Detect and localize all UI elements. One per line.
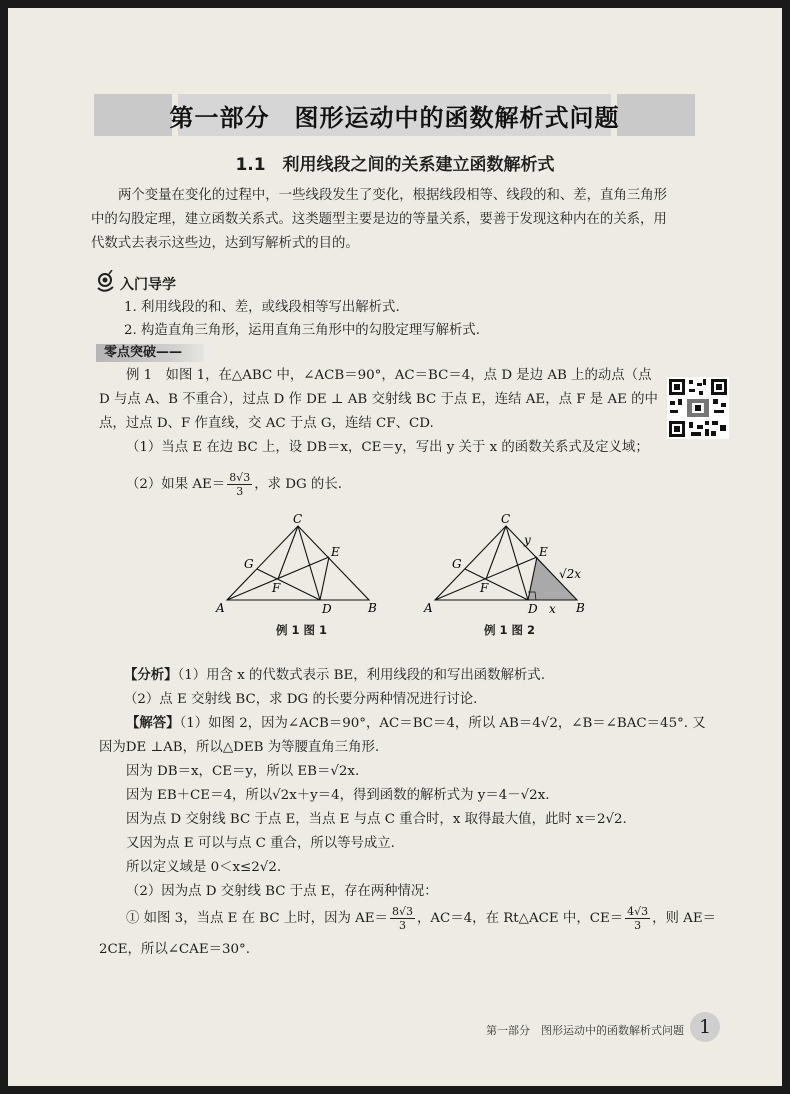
guide-item: 1. 利用线段的和、差，或线段相等写出解析式. — [124, 300, 400, 315]
label-a: A — [424, 601, 433, 615]
label-c: C — [293, 512, 303, 526]
solution-line: 因为DE ⊥AB，所以△DEB 为等腰直角三角形. — [99, 740, 380, 755]
section-title: 1.1 利用线段之间的关系建立函数解析式 — [235, 155, 555, 175]
guide-heading-text: 入门导学 — [120, 277, 176, 293]
analysis-block — [124, 664, 545, 712]
segment-de — [320, 557, 329, 600]
intro-line: 中的勾股定理，建立函数关系式。这类题型主要是边的等量关系，要善于发现这种内在的关系，用 — [91, 212, 667, 227]
label-f: F — [480, 581, 489, 595]
solution-case-1: ① 如图 3，当点 E 在 BC 上时，因为 AE＝ $\frac{8√3}{3}$ ，AC＝4，在 Rt△ACE 中，CE＝ $\frac{4√3}{3}$ ，则 AE＝ — [126, 905, 717, 932]
fraction: $\frac{8√3}{3}$ — [391, 905, 413, 932]
label-b: B — [368, 601, 377, 615]
example-text — [99, 364, 658, 460]
chapter-title: 第一部分 图形运动中的函数解析式问题 — [169, 103, 620, 132]
label-e: E — [331, 545, 340, 559]
solution-line: 因为 EB＋CE＝4，所以√2x＋y＝4，得到函数的解析式为 y＝4－√2x. — [126, 788, 550, 803]
solution-line: 因为点 D 交射线 BC 于点 E，当点 E 与点 C 重合时，x 取得最大值，此时 x＝2√2. — [126, 812, 627, 827]
running-footer: 第一部分 图形运动中的函数解析式问题 — [486, 1024, 684, 1037]
fraction: $\frac{8√3}{3}$ — [229, 471, 251, 498]
intro-line: 两个变量在变化的过程中，一些线段发生了变化，根据线段相等、线段的和、差，直角三角形 — [118, 188, 668, 203]
analysis-line: 【分析】（1）用含 x 的代数式表示 BE，利用线段的和写出函数解析式. — [124, 668, 545, 683]
intro-line: 代数式去表示这些边，达到写解析式的目的。 — [91, 236, 359, 251]
label-e: E — [539, 545, 548, 559]
label-y: y — [524, 533, 531, 547]
figure-1-caption: 例 1 图 1 — [276, 623, 328, 637]
guide-item: 2. 构造直角三角形，运用直角三角形中的勾股定理写解析式. — [124, 323, 481, 338]
solution-line: 因为 DB＝x，CE＝y，所以 EB＝√2x. — [126, 764, 360, 779]
label-x: x — [549, 602, 556, 616]
chapter-banner — [94, 94, 695, 136]
label-g: G — [452, 557, 462, 571]
snail-icon — [96, 270, 116, 298]
label-root2x: √2x — [559, 567, 582, 581]
figure-2-caption: 例 1 图 2 — [484, 623, 536, 637]
label-d: D — [528, 602, 538, 616]
label-c: C — [501, 512, 511, 526]
page — [8, 8, 782, 1086]
example-question-1: （1）当点 E 在边 BC 上，设 DB＝x，CE＝y，写出 y 关于 x 的函数关系式及定义域； — [126, 440, 649, 455]
solution-block — [99, 712, 706, 904]
figure-1 — [214, 508, 384, 624]
breakthrough-heading: 零点突破—— — [96, 344, 204, 362]
solution-line: 【解答】（1）如图 2，因为∠ACB＝90°，AC＝BC＝4，所以 AB＝4√2，∠B＝∠BAC＝45°. 又 — [126, 716, 706, 731]
guide-heading — [96, 270, 176, 298]
solution-line: 所以定义域是 0＜x≤2√2. — [126, 860, 282, 875]
figure-2 — [422, 508, 592, 624]
label-a: A — [216, 601, 225, 615]
page-number: 1 — [690, 1012, 720, 1042]
label-f: F — [272, 581, 281, 595]
analysis-label: 【分析】 — [124, 668, 178, 683]
example-line: D 与点 A、B 不重合），过点 D 作 DE ⊥ AB 交射线 BC 于点 E，连结 AE，点 F 是 AE 的中 — [99, 392, 658, 407]
example-line: 例 1 如图 1，在△ABC 中，∠ACB＝90°，AC＝BC＝4，点 D 是边 AB 上的动点（点 — [126, 368, 652, 383]
analysis-line: （2）点 E 交射线 BC，求 DG 的长要分两种情况进行讨论. — [124, 692, 478, 707]
label-b: B — [576, 601, 585, 615]
label-d: D — [322, 602, 332, 616]
label-g: G — [244, 557, 254, 571]
qr-code-icon[interactable] — [667, 377, 729, 439]
example-line: 点，过点 D、F 作直线，交 AC 于点 G，连结 CF、CD. — [99, 416, 434, 431]
example-question-2: （2）如果 AE＝ $\frac{8√3}{3}$ ，求 DG 的长. — [126, 471, 342, 498]
intro-paragraph — [91, 184, 711, 256]
solution-line: 2CE，所以∠CAE＝30°. — [99, 942, 251, 957]
solution-label: 【解答】 — [126, 716, 180, 731]
solution-line: （2）因为点 D 交射线 BC 于点 E，存在两种情况： — [126, 884, 438, 899]
solution-line: 又因为点 E 可以与点 C 重合，所以等号成立. — [126, 836, 395, 851]
fraction: $\frac{4√3}{3}$ — [627, 905, 649, 932]
